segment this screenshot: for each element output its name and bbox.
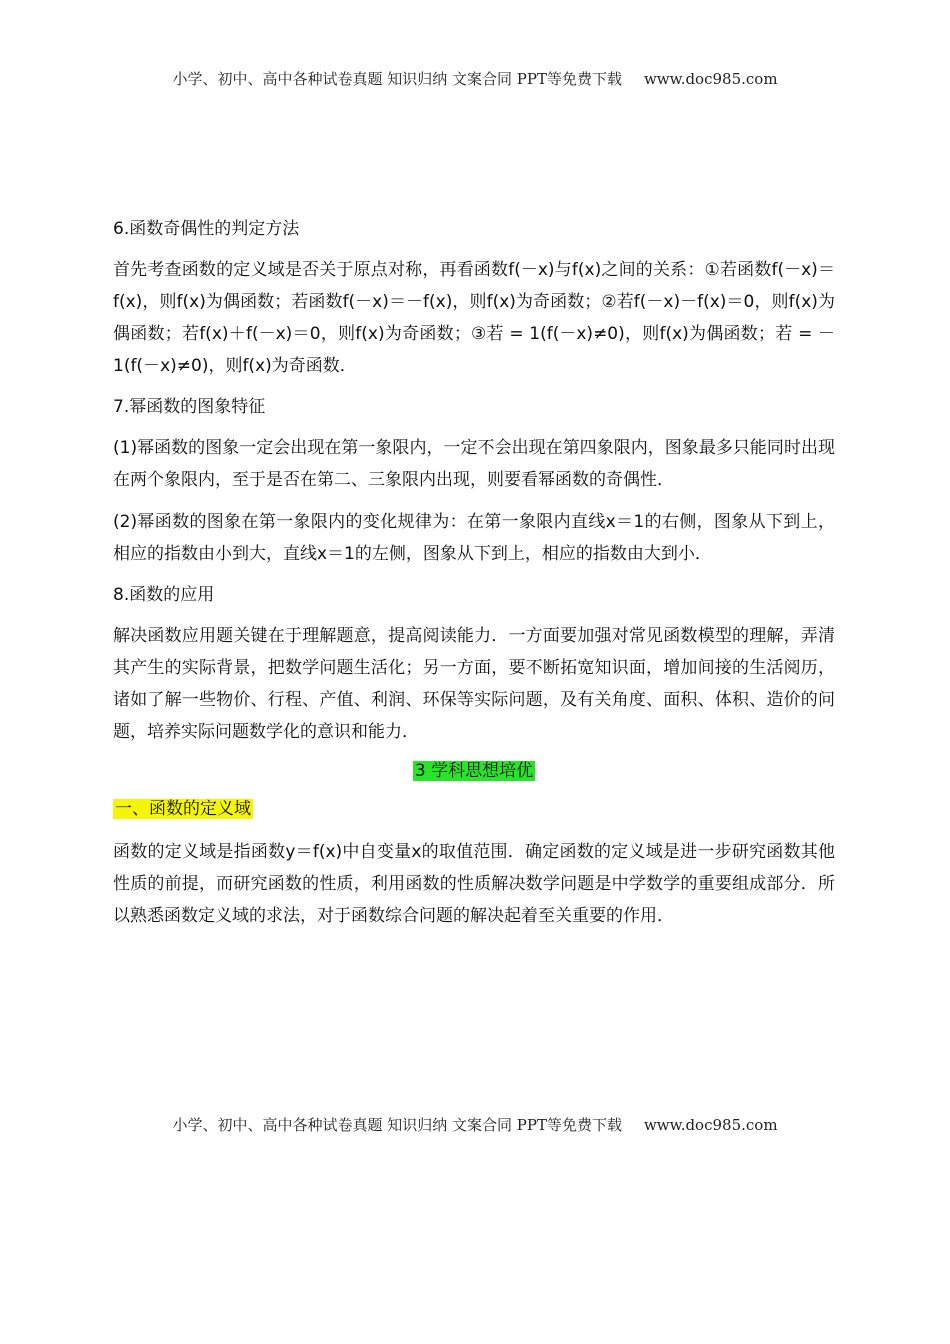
page-header (0, 68, 950, 89)
section-6-title: 6.函数奇偶性的判定方法 (113, 219, 300, 239)
document-body (113, 214, 835, 942)
section-7-title: 7.幂函数的图象特征 (113, 397, 266, 417)
domain-body: 函数的定义域是指函数y＝f(x)中自变量x的取值范围．确定函数的定义域是进一步研究函数其他性质的前提，而研究函数的性质，利用函数的性质解决数学问题是中学数学的重要组成部分．所以熟悉函数定义域的求法，对于函数综合问题的解决起着至关重要的作用． (113, 842, 835, 926)
section-8-body: 解决函数应用题关键在于理解题意，提高阅读能力．一方面要加强对常见函数模型的理解，弄清其产生的实际背景，把数学问题生活化；另一方面，要不断拓宽知识面，增加间接的生活阅历，诸如了解一些物价、行程、产值、利润、环保等实际问题，及有关角度、面积、体积、造价的问题，培养实际问题数学化的意识和能力． (113, 626, 835, 742)
section-7-paragraph-1: (1)幂函数的图象一定会出现在第一象限内，一定不会出现在第四象限内，图象最多只能同时出现在两个象限内，至于是否在第二、三象限内出现，则要看幂函数的奇偶性． (113, 438, 835, 490)
page-footer (0, 1114, 950, 1135)
footer-text: 小学、初中、高中各种试卷真题 知识归纳 文案合同 PPT等免费下载 (172, 1116, 622, 1134)
section-7-paragraph-2: (2)幂函数的图象在第一象限内的变化规律为：在第一象限内直线x＝1的右侧，图象从下到上，相应的指数由小到大，直线x＝1的左侧，图象从下到上，相应的指数由大到小． (113, 512, 835, 564)
header-url[interactable]: www.doc985.com (643, 70, 778, 88)
yellow-highlight-title: 一、函数的定义域 (115, 799, 251, 819)
footer-url[interactable]: www.doc985.com (643, 1116, 778, 1134)
section-6-body: 首先考查函数的定义域是否关于原点对称，再看函数f(－x)与f(x)之间的关系：①若函数f(－x)＝f(x)，则f(x)为偶函数；若函数f(－x)＝－f(x)，则f(x)为奇函数；②若f(－x)－f(x)＝0，则f(x)为偶函数；若f(x)＋f(－x)＝0，则f(x)为奇函数；③若 = 1(f(－x)≠0)，则f(x)为偶函数；若 = －1(f(－x)≠0)，则f(x)为奇函数． (113, 260, 835, 376)
header-text: 小学、初中、高中各种试卷真题 知识归纳 文案合同 PPT等免费下载 (172, 70, 622, 88)
domain-heading (113, 796, 835, 822)
subject-thinking-heading (113, 758, 835, 784)
section-8-title: 8.函数的应用 (113, 585, 215, 605)
green-highlight-title: 3 学科思想培优 (414, 761, 534, 781)
